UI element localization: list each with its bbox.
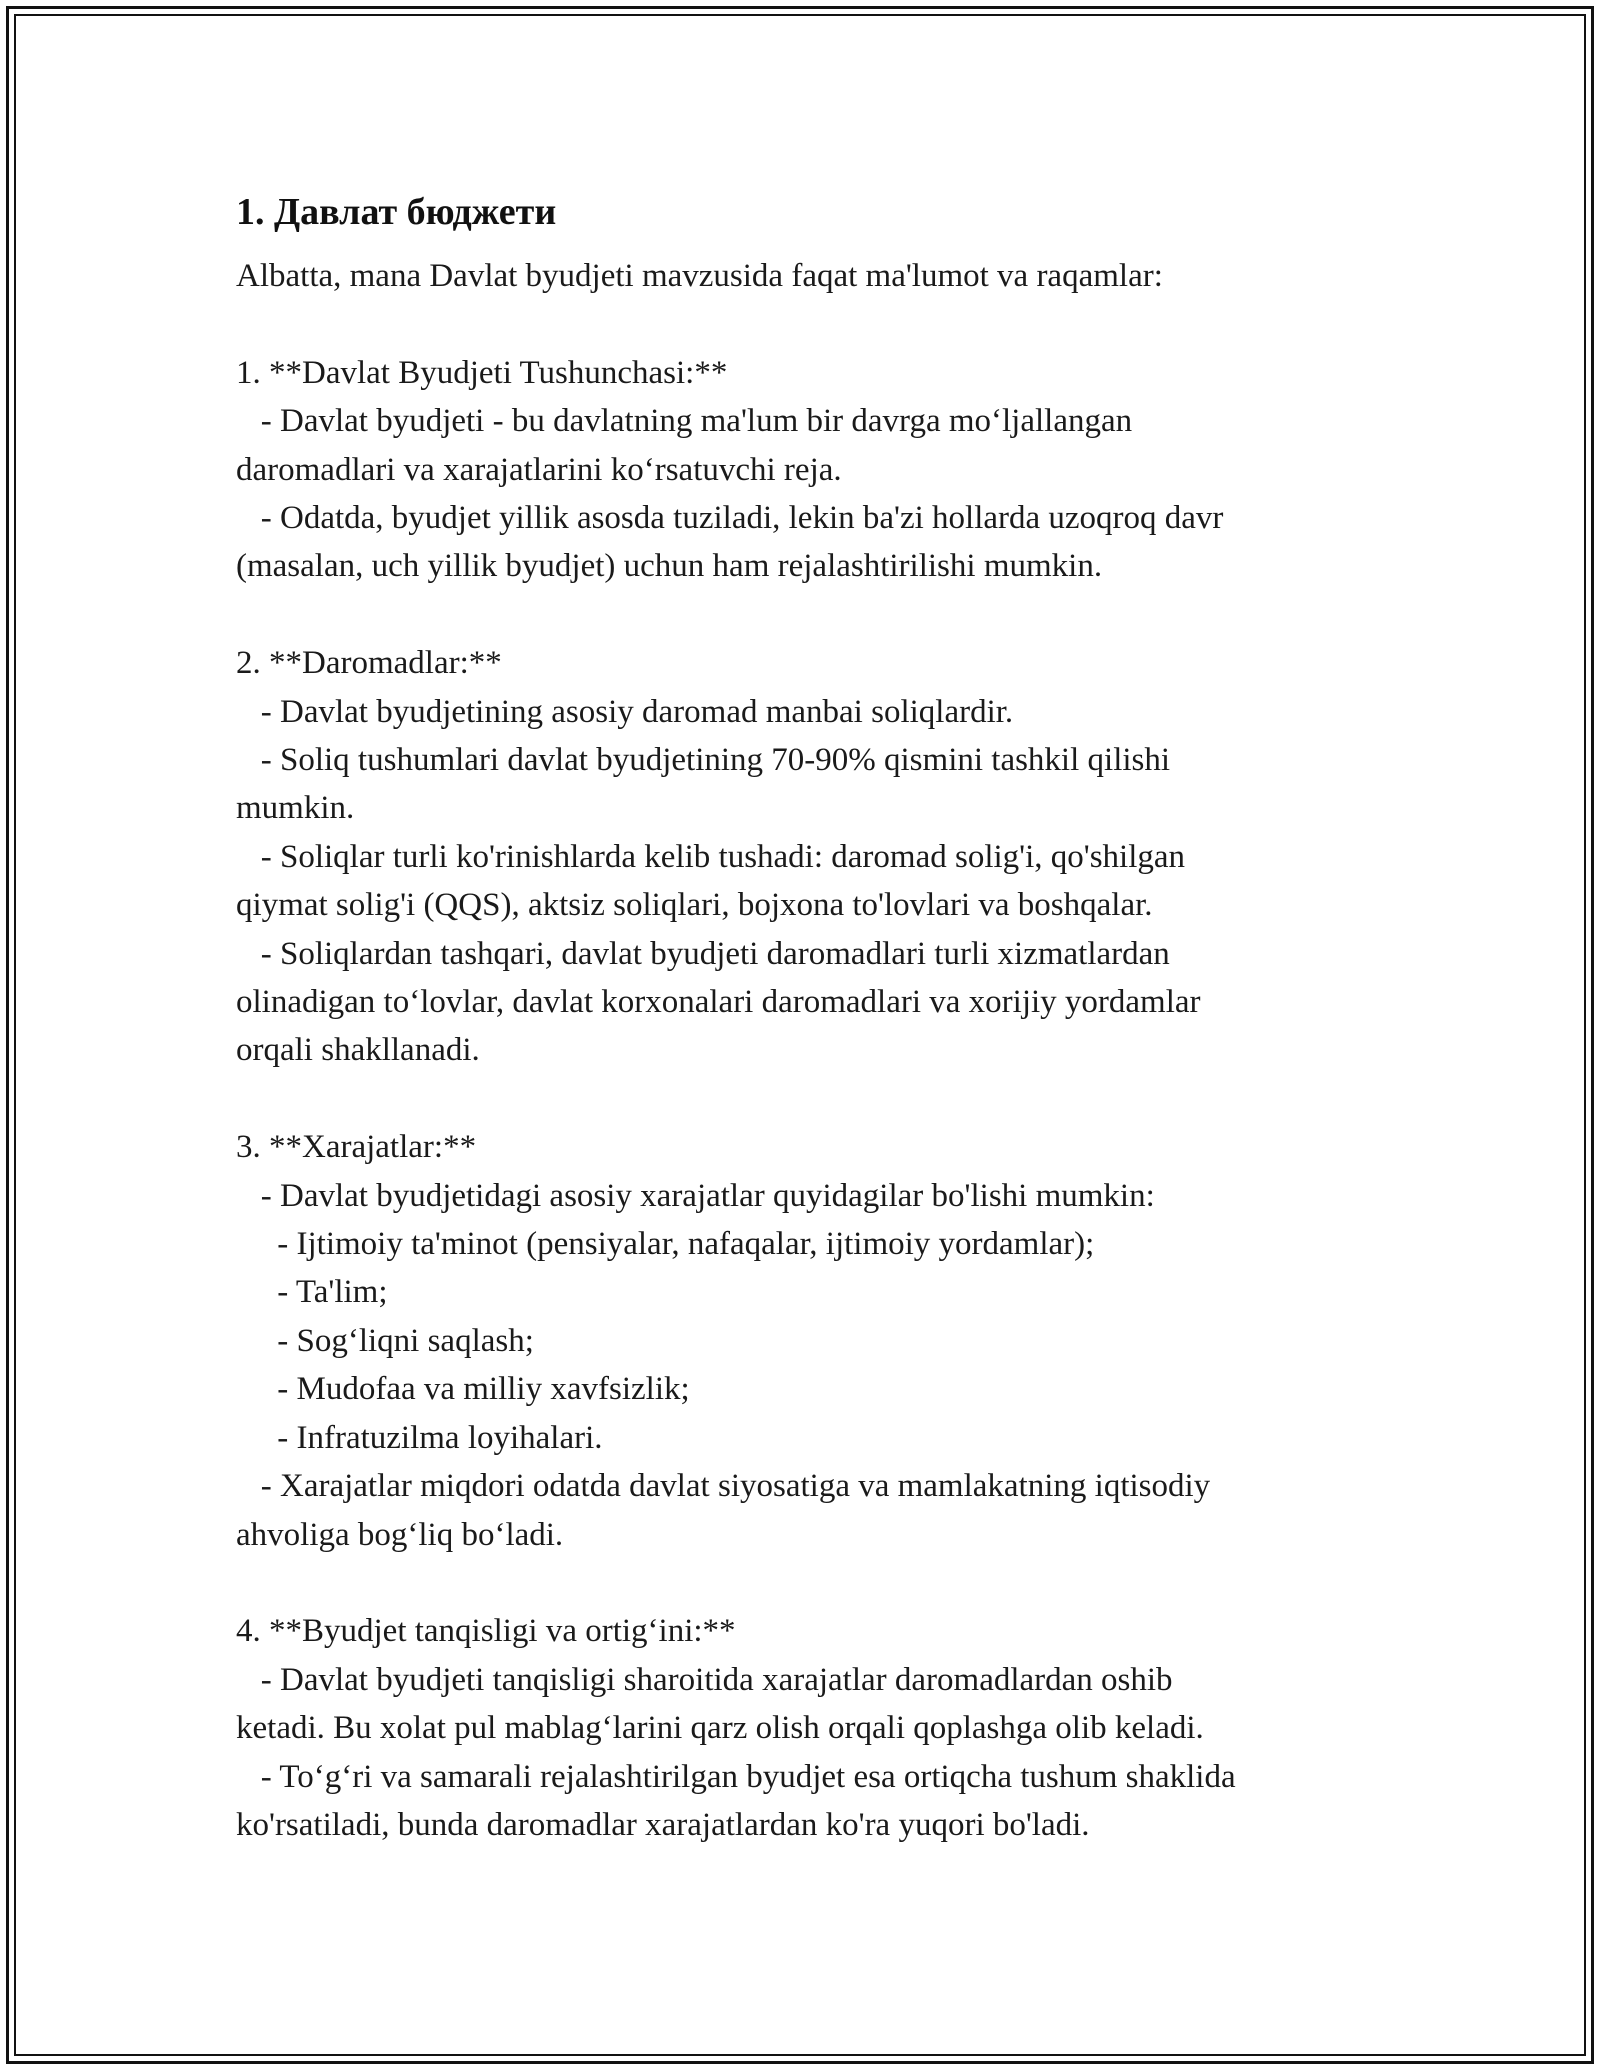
section-line: - Sog‘liqni saqlash;: [236, 1322, 534, 1359]
section-revenues: [236, 639, 1376, 1075]
section-line: - Davlat byudjeti - bu davlatning ma'lum bir davrga mo‘ljallangan: [236, 403, 1133, 440]
section-line: - Xarajatlar miqdori odatda davlat siyosatiga va mamlakatning iqtisodiy: [236, 1468, 1211, 1505]
section-line: - Odatda, byudjet yillik asosda tuziladi, lekin ba'zi hollarda uzoqroq davr: [236, 500, 1224, 537]
section-line: qiymat solig'i (QQS), aktsiz soliqlari, bojxona to'lovlari va boshqalar.: [236, 887, 1153, 924]
section-line: ko'rsatiladi, bunda daromadlar xarajatlardan ko'ra yuqori bo'ladi.: [236, 1806, 1090, 1843]
section-line: - Davlat byudjeti tanqisligi sharoitida xarajatlar daromadlardan oshib: [236, 1661, 1173, 1698]
section-line: mumkin.: [236, 790, 355, 827]
section-line: ahvoliga bog‘liq bo‘ladi.: [236, 1516, 564, 1553]
spacer: [236, 591, 1376, 639]
section-concept: [236, 349, 1376, 591]
section-line: - Soliq tushumlari davlat byudjetining 70-90% qismini tashkil qilishi: [236, 742, 1171, 779]
section-expenses: [236, 1123, 1376, 1559]
section-line: - Davlat byudjetining asosiy daromad manbai soliqlardir.: [236, 693, 1014, 730]
section-line: - Infratuzilma loyihalari.: [236, 1419, 603, 1456]
section-line: olinadigan to‘lovlar, davlat korxonalari daromadlari va xorijiy yordamlar: [236, 984, 1201, 1021]
section-line: daromadlari va xarajatlarini ko‘rsatuvchi reja.: [236, 451, 842, 488]
document-body: [236, 186, 1376, 1849]
section-line: - Mudofaa va milliy xavfsizlik;: [236, 1371, 690, 1408]
section-line: - To‘g‘ri va samarali rejalashtirilgan byudjet esa ortiqcha tushum shaklida: [236, 1758, 1236, 1795]
section-title: 2. **Daromadlar:**: [236, 645, 502, 682]
section-title: 3. **Xarajatlar:**: [236, 1129, 477, 1166]
section-title: 4. **Byudjet tanqisligi va ortig‘ini:**: [236, 1613, 736, 1650]
section-line: - Davlat byudjetidagi asosiy xarajatlar quyidagilar bo'lishi mumkin:: [236, 1177, 1155, 1214]
section-line: - Ijtimoiy ta'minot (pensiyalar, nafaqalar, ijtimoiy yordamlar);: [236, 1226, 1095, 1263]
spacer: [236, 300, 1376, 348]
section-line: ketadi. Bu xolat pul mablag‘larini qarz olish orqali qoplashga olib keladi.: [236, 1710, 1204, 1747]
section-title: 1. **Davlat Byudjeti Tushunchasi:**: [236, 354, 728, 391]
section-line: - Ta'lim;: [236, 1274, 388, 1311]
section-line: - Soliqlardan tashqari, davlat byudjeti daromadlari turli xizmatlardan: [236, 935, 1170, 972]
section-deficit-surplus: [236, 1607, 1376, 1849]
section-line: - Soliqlar turli ko'rinishlarda kelib tushadi: daromad solig'i, qo'shilgan: [236, 838, 1186, 875]
intro-paragraph: Albatta, mana Davlat byudjeti mavzusida faqat ma'lumot va raqamlar:: [236, 258, 1163, 294]
spacer: [236, 1075, 1376, 1123]
page-title: 1. Давлат бюджети: [236, 191, 557, 233]
spacer: [236, 1559, 1376, 1607]
section-line: orqali shakllanadi.: [236, 1032, 480, 1069]
section-line: (masalan, uch yillik byudjet) uchun ham rejalashtirilishi mumkin.: [236, 548, 1103, 585]
